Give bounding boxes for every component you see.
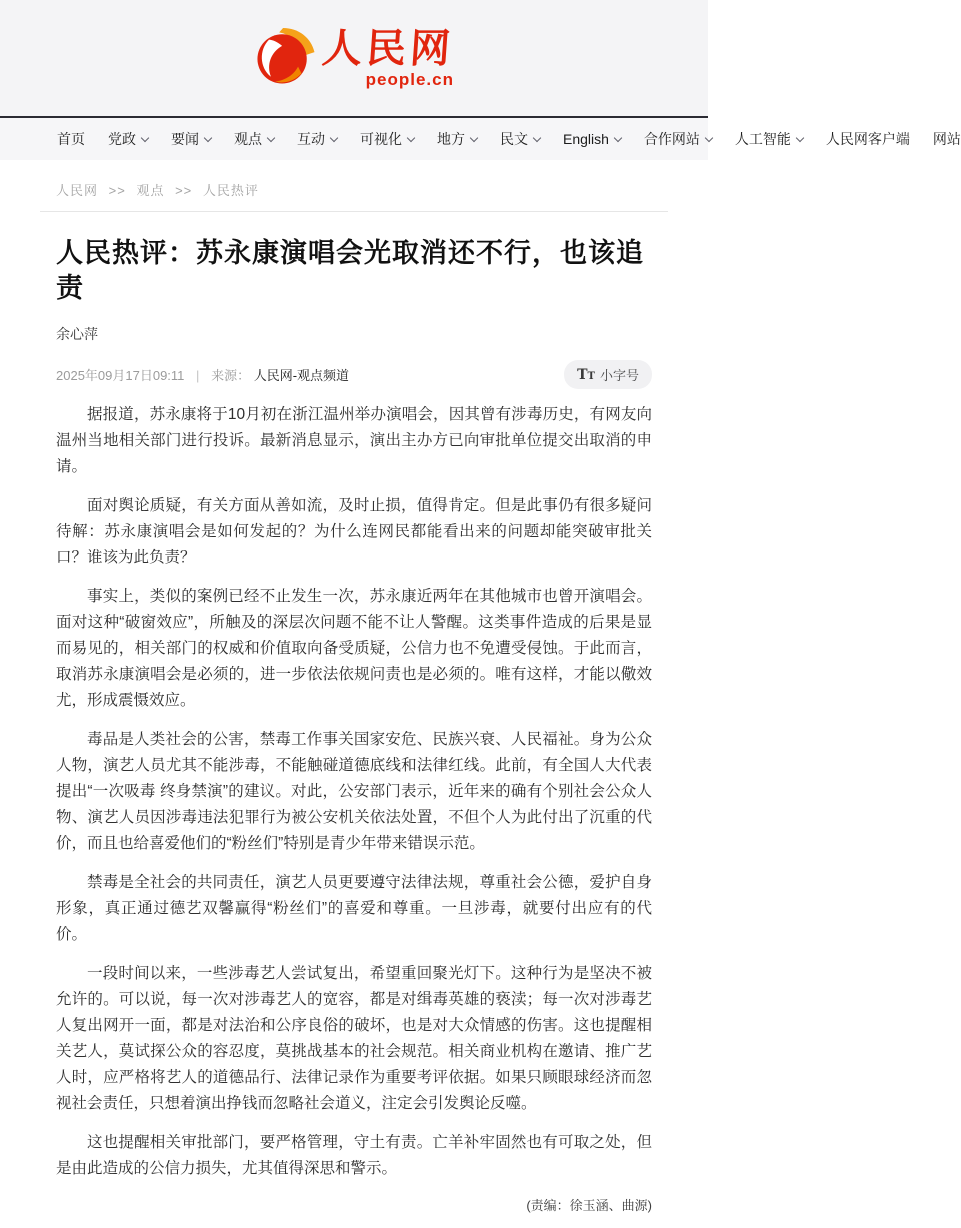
top-nav	[0, 118, 961, 160]
nav-item-label: 首页	[57, 131, 85, 147]
editors-credit: (责编：徐玉涵、曲源)	[526, 1198, 652, 1214]
breadcrumb-part[interactable]	[56, 183, 103, 198]
breadcrumb-label[interactable]: 观点	[136, 183, 165, 198]
nav-item[interactable]	[360, 129, 414, 149]
nav-item[interactable]	[563, 131, 621, 147]
site-header	[0, 0, 708, 118]
article-paragraph: 禁毒是全社会的共同责任，演艺人员更要遵守法律法规，尊重社会公德，爱护自身形象，真正通过德艺双馨赢得“粉丝们”的喜爱和尊重。一旦涉毒，就要付出应有的代价。	[56, 874, 652, 944]
article-paragraph: 一段时间以来，一些涉毒艺人尝试复出，希望重回聚光灯下。这种行为是坚决不被允许的。可以说，每一次对涉毒艺人的宽容，都是对缉毒英雄的亵渎；每一次对涉毒艺人复出网开一面，都是对法治和公序良俗的破坏，也是对大众情感的伤害。这也提醒相关艺人，莫试探公众的容忍度，莫挑战基本的社会规范。相关商业机构在邀请、推广艺人时，应严格将艺人的道德品行、法律记录作为重要考评依据。如果只顾眼球经济而忽视社会责任，只想着演出挣钱而忽略社会道义，注定会引发舆论反噬。	[56, 965, 652, 1113]
chevron-down-icon	[330, 133, 338, 141]
chevron-down-icon	[141, 133, 149, 141]
article-paragraph: 这也提醒相关审批部门，要严格管理，守土有责。亡羊补牢固然也有可取之处，但是由此造成的公信力损失，尤其值得深思和警示。	[56, 1134, 652, 1178]
article-page	[0, 180, 708, 1228]
article-paragraph: 据报道，苏永康将于10月初在浙江温州举办演唱会，因其曾有涉毒历史，有网友向温州当地相关部门进行投诉。最新消息显示，演出主办方已向审批单位提交出取消的申请。	[56, 406, 652, 476]
chevron-down-icon	[796, 133, 804, 141]
people-logo[interactable]	[254, 24, 456, 90]
nav-item[interactable]	[234, 129, 274, 149]
page-title: 人民热评：苏永康演唱会光取消还不行，也该追责	[56, 238, 644, 304]
nav-item-label: 人工智能	[734, 131, 791, 147]
author-byline: 余心萍	[56, 326, 98, 343]
nav-item-label: 合作网站	[643, 131, 700, 147]
nav-item[interactable]	[826, 129, 910, 149]
article-paragraph: 面对舆论质疑，有关方面从善如流，及时止损，值得肯定。但是此事仍有很多疑问待解：苏永康演唱会是如何发起的？为什么连网民都能看出来的问题却能突破审批关口？谁该为此负责？	[56, 497, 652, 567]
nav-item[interactable]	[644, 129, 712, 149]
nav-item[interactable]	[297, 129, 337, 149]
nav-item[interactable]	[171, 129, 211, 149]
source-link[interactable]: 人民网-观点频道	[253, 368, 350, 384]
breadcrumb-part[interactable]	[169, 183, 259, 198]
nav-item-label: 网站	[932, 131, 961, 147]
nav-item-label: 民文	[500, 131, 528, 147]
chevron-down-icon	[614, 133, 622, 141]
nav-item-label: English	[563, 131, 609, 147]
nav-item[interactable]	[57, 129, 85, 149]
article-body	[40, 402, 668, 1182]
breadcrumb-separator: >>	[175, 183, 193, 198]
article-paragraph: 事实上，类似的案例已经不止发生一次，苏永康近两年在其他城市也曾开演唱会。面对这种“破窗效应”，所触及的深层次问题不能不让人警醒。这类事件造成的后果是显而易见的，相关部门的权威和价值取向备受质疑，公信力也不免遭受侵蚀。于此而言，取消苏永康演唱会是必须的，进一步依法依规问责也是必须的。唯有这样，才能以儆效尤，形成震慑效应。	[56, 588, 652, 710]
nav-item-label: 观点	[234, 131, 262, 147]
nav-item-label: 要闻	[171, 131, 199, 147]
meta-separator: |	[196, 368, 200, 384]
breadcrumb-part[interactable]	[103, 183, 169, 198]
breadcrumb	[56, 180, 652, 199]
source-label: 来源：	[211, 368, 251, 384]
article-paragraph: 毒品是人类社会的公害，禁毒工作事关国家安危、民族兴衰、人民福祉。身为公众人物，演艺人员尤其不能涉毒，不能触碰道德底线和法律红线。此前，有全国人大代表提出“一次吸毒 终身禁演”的建议。对此，公安部门表示，近年来的确有个别社会公众人物、演艺人员因涉毒违法犯罪行为被公安机关依法处置，不但个人为此付出了沉重的代价，而且也给喜爱他们的“粉丝们”特别是青少年带来错误示范。	[56, 731, 652, 853]
nav-item-label: 党政	[108, 131, 136, 147]
nav-item[interactable]	[500, 129, 540, 149]
date-source-line	[56, 365, 349, 384]
people-swirl-icon	[254, 27, 316, 90]
logo-cn-text: 人民网	[320, 24, 456, 72]
font-size-button[interactable]	[564, 360, 652, 389]
breadcrumb-label[interactable]: 人民热评	[202, 183, 259, 198]
breadcrumb-separator: >>	[108, 183, 126, 198]
chevron-down-icon	[407, 133, 415, 141]
font-size-button-label: 小字号	[599, 368, 639, 384]
nav-item[interactable]	[933, 129, 961, 149]
chevron-down-icon	[204, 133, 212, 141]
nav-item[interactable]	[437, 129, 477, 149]
chevron-down-icon	[533, 133, 541, 141]
nav-item-label: 人民网客户端	[825, 131, 910, 147]
font-size-icon: TT	[577, 366, 595, 383]
logo-en-text: people.cn	[365, 69, 454, 89]
nav-item[interactable]	[735, 129, 803, 149]
publish-date: 2025年09月17日09:11	[56, 368, 185, 384]
nav-item-label: 地方	[437, 131, 465, 147]
nav-item-label: 可视化	[360, 131, 402, 147]
chevron-down-icon	[267, 133, 275, 141]
breadcrumb-divider	[40, 211, 668, 212]
breadcrumb-label[interactable]: 人民网	[56, 183, 99, 198]
nav-item[interactable]	[108, 129, 148, 149]
chevron-down-icon	[470, 133, 478, 141]
article-meta-row	[56, 360, 652, 389]
nav-item-label: 互动	[297, 131, 325, 147]
chevron-down-icon	[705, 133, 713, 141]
